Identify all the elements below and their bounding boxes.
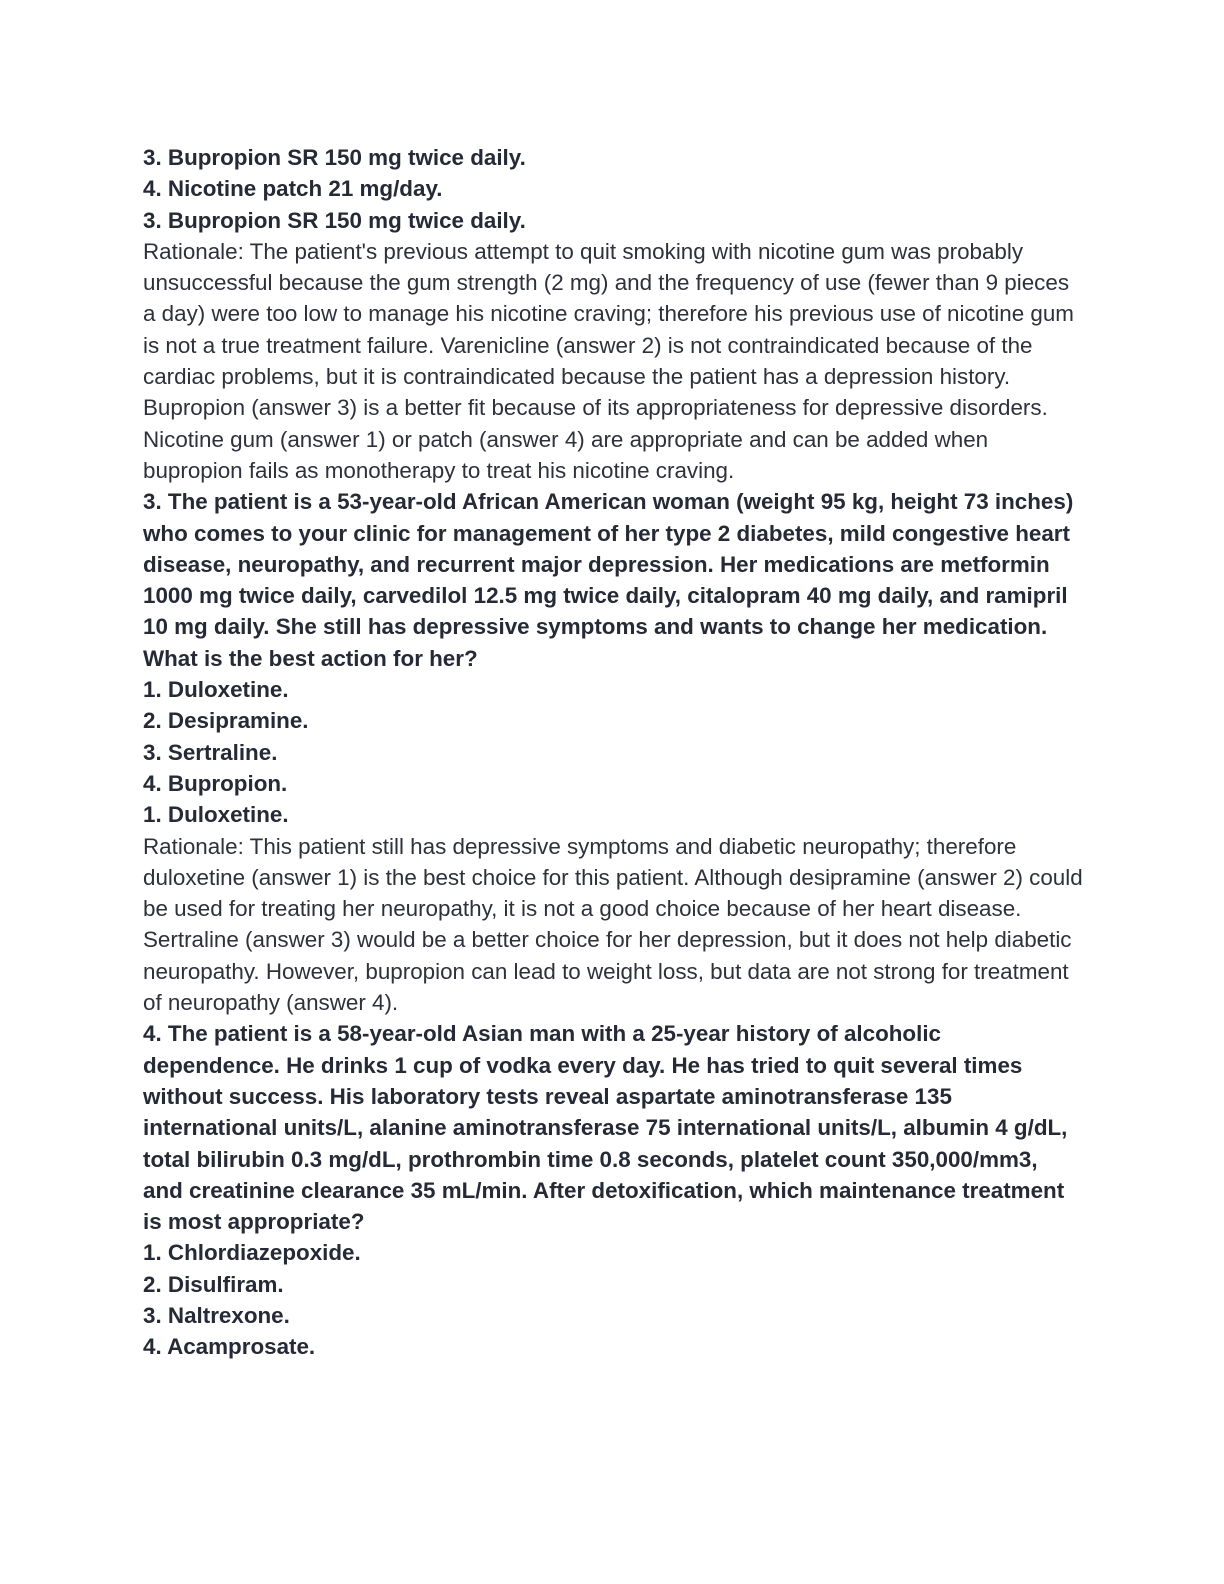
question-3-correct-answer: 1. Duloxetine. [143, 802, 289, 828]
answer-option-nicotine-patch: 4. Nicotine patch 21 mg/day. [143, 176, 443, 202]
document-page [143, 142, 1083, 1363]
question-3-option-3: 3. Sertraline. [143, 739, 278, 765]
question-4-stem: 4. The patient is a 58-year-old Asian man with a 25-year history of alcoholic dependence. He drinks 1 cup of vodka every day. He has tried to quit several times without success. His laboratory tests reveal aspartate aminotransferase 135 international units/L, alanine aminotransferase 75 international units/L, albumin 4 g/dL, total bilirubin 0.3 mg/dL, prothrombin time 0.8 seconds, platelet count 350,000/mm3, and creatinine clearance 35 mL/min. After detoxification, which maintenance treatment is most appropriate? [143, 1021, 1068, 1235]
question-3-rationale: Rationale: This patient still has depressive symptoms and diabetic neuropathy; therefore duloxetine (answer 1) is the best choice for this patient. Although desipramine (answer 2) could be used for treating her neuropathy, it is not a good choice because of her heart disease. Sertraline (answer 3) would be a better choice for her depression, but it does not help diabetic neuropathy. However, bupropion can lead to weight loss, but data are not strong for treatment of neuropathy (answer 4). [143, 833, 1083, 1016]
question-3-option-2: 2. Desipramine. [143, 708, 309, 734]
answer-option-bupropion: 3. Bupropion SR 150 mg twice daily. [143, 145, 526, 170]
correct-answer: 3. Bupropion SR 150 mg twice daily. [143, 207, 526, 233]
question-4-option-2: 2. Disulfiram. [143, 1271, 284, 1297]
question-3-option-4: 4. Bupropion. [143, 770, 288, 796]
question-3-option-1: 1. Duloxetine. [143, 677, 289, 703]
question-4-option-4: 4. Acamprosate. [143, 1334, 316, 1360]
question-4-option-3: 3. Naltrexone. [143, 1302, 290, 1328]
question-4-option-1: 1. Chlordiazepoxide. [143, 1240, 361, 1266]
question-3-stem: 3. The patient is a 53-year-old African American woman (weight 95 kg, height 73 inches) who comes to your clinic for management of her type 2 diabetes, mild congestive heart disease, neuropathy, and recurrent major depression. Her medications are metformin 1000 mg twice daily, carvedilol 12.5 mg twice daily, citalopram 40 mg daily, and ramipril 10 mg daily. She still has depressive symptoms and wants to change her medication. What is the best action for her? [143, 489, 1074, 671]
rationale-paragraph: Rationale: The patient's previous attempt to quit smoking with nicotine gum was probably unsuccessful because the gum strength (2 mg) and the frequency of use (fewer than 9 pieces a day) were too low to manage his nicotine craving; therefore his previous use of nicotine gum is not a true treatment failure. Varenicline (answer 2) is not contraindicated because of the cardiac problems, but it is contraindicated because the patient has a depression history. Bupropion (answer 3) is a better fit because of its appropriateness for depressive disorders. Nicotine gum (answer 1) or patch (answer 4) are appropriate and can be added when bupropion fails as monotherapy to treat his nicotine craving. [143, 238, 1074, 483]
